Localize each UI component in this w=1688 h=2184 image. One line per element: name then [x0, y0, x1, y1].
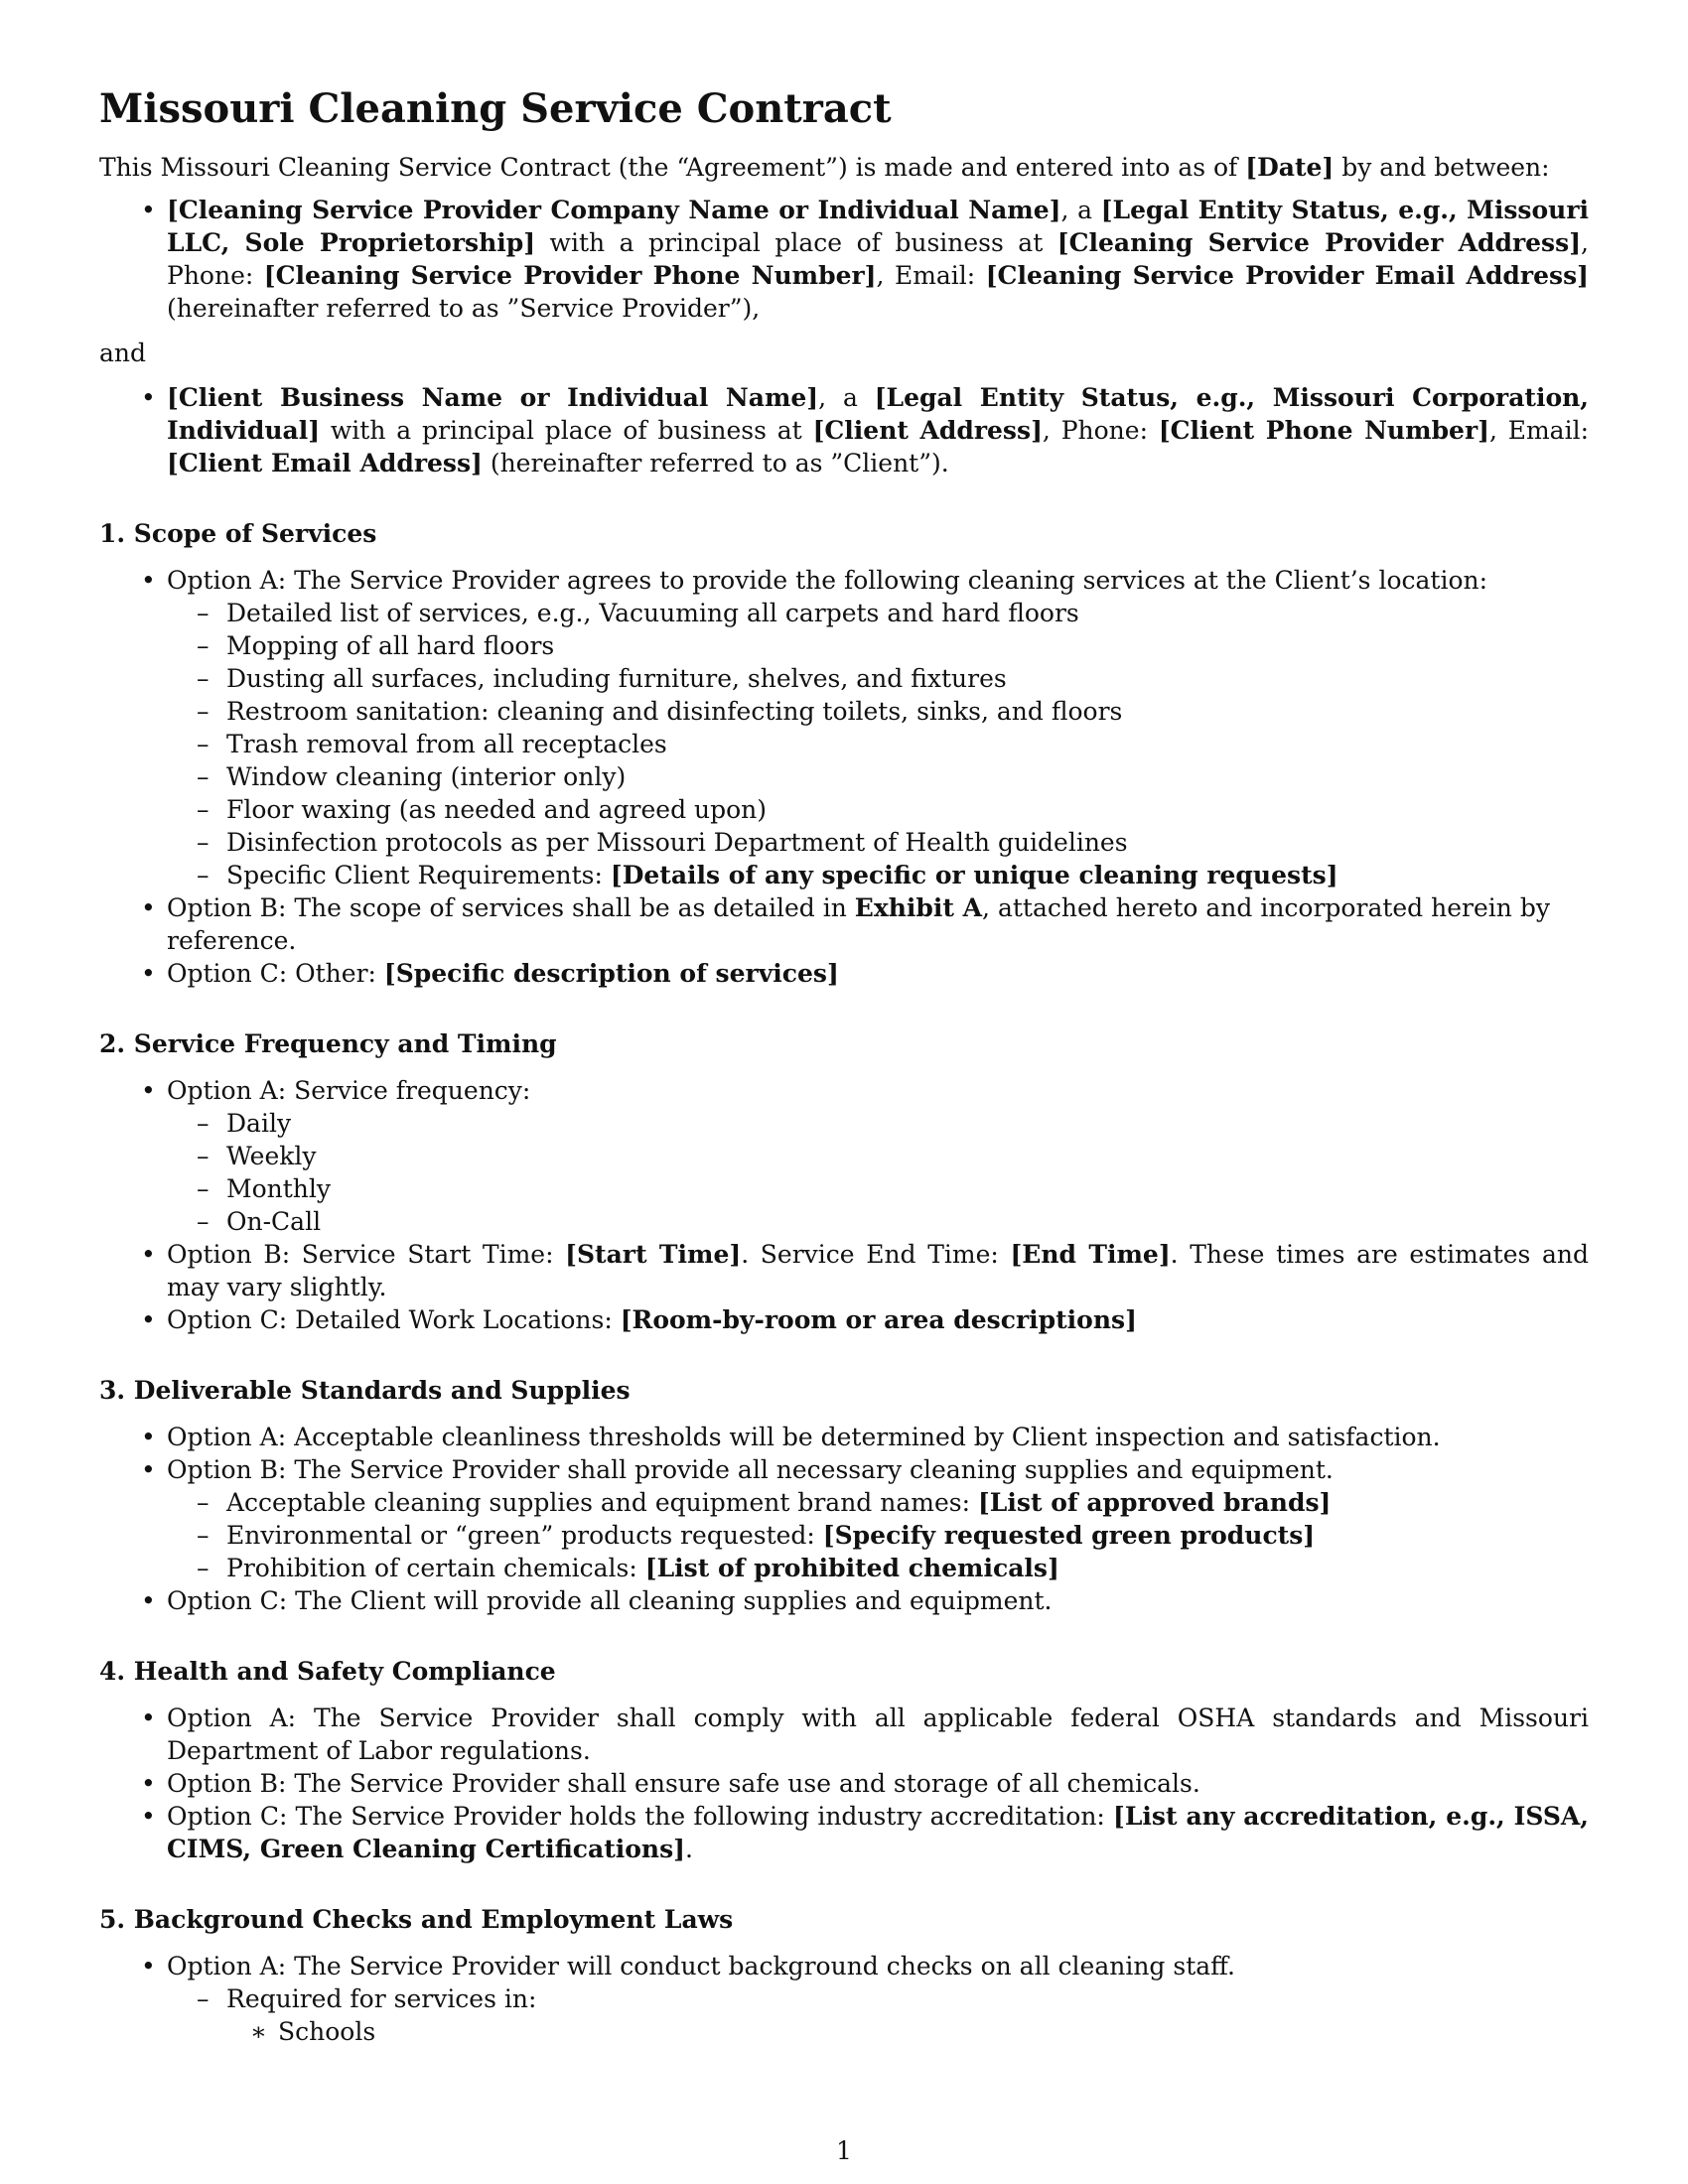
client-name: [Client Business Name or Individual Name] — [167, 383, 819, 412]
text-run: Prohibition of certain chemicals: — [226, 1554, 645, 1582]
text-run: Option A: The Service Provider will conduct background checks on all cleaning staff. — [167, 1952, 1235, 1980]
section-3-list — [99, 1421, 1589, 1617]
s2-option-a — [99, 1074, 1589, 1238]
text-run: Option A: The Service Provider agrees to provide the following cleaning services at the Client’s location: — [167, 566, 1488, 595]
s5-subsub-list — [226, 2015, 1589, 2048]
s2-frequency-list — [167, 1107, 1589, 1238]
text-run: (hereinafter referred to as ”Service Provider”), — [167, 294, 761, 323]
section-1-list — [99, 564, 1589, 990]
s1-option-c — [99, 957, 1589, 990]
list-item: – Weekly — [167, 1140, 1589, 1172]
s3-option-a: • Option A: Acceptable cleanliness thresholds will be determined by Client inspection and satisfaction. — [99, 1421, 1589, 1453]
text-run: Option A: Service frequency: — [167, 1076, 531, 1105]
party-client-list — [99, 381, 1589, 479]
list-item: – Detailed list of services, e.g., Vacuuming all carpets and hard floors — [167, 597, 1589, 629]
text-run: . — [685, 1835, 693, 1863]
list-item: – Dusting all surfaces, including furniture, shelves, and fixtures — [167, 662, 1589, 695]
s4-option-b: • Option B: The Service Provider shall ensure safe use and storage of all chemicals. — [99, 1767, 1589, 1800]
section-2-list — [99, 1074, 1589, 1336]
s2-option-b — [99, 1238, 1589, 1303]
s5-sub-list — [167, 1982, 1589, 2048]
s1-option-b — [99, 891, 1589, 957]
text-run: Environmental or “green” products requested: — [226, 1521, 823, 1550]
text-run: Option C: The Service Provider holds the following industry accreditation: — [167, 1802, 1114, 1831]
text-run: Option B: Service Start Time: — [167, 1240, 566, 1269]
text-run: Option C: Detailed Work Locations: — [167, 1305, 621, 1334]
text-run: Option B: The scope of services shall be as detailed in — [167, 893, 855, 922]
section-1-heading: 1. Scope of Services — [99, 519, 377, 548]
and-text: and — [99, 339, 147, 367]
list-item — [167, 1982, 1589, 2048]
placeholder: [List any accreditation, e.g., ISSA, CIMS, Green Cleaning Certifications] — [167, 1802, 1589, 1863]
client-address: [Client Address] — [812, 416, 1043, 445]
text-run: Required for services in: — [226, 1984, 537, 2013]
text-run: . These times are estimates and may vary slightly. — [167, 1240, 1589, 1301]
placeholder: [Details of any specific or unique cleaning requests] — [610, 861, 1338, 889]
text-run: with a principal place of business at — [535, 228, 1057, 257]
text-run: , Phone: — [167, 228, 1589, 290]
intro-suffix: by and between: — [1334, 153, 1550, 182]
text-run: (hereinafter referred to as ”Client”). — [482, 449, 949, 478]
list-item: – Mopping of all hard floors — [167, 629, 1589, 662]
intro-text: This Missouri Cleaning Service Contract (the “Agreement”) is made and entered into as of — [99, 153, 1246, 182]
section-4-list — [99, 1702, 1589, 1865]
date-placeholder: [Date] — [1245, 153, 1335, 182]
section-5-heading: 5. Background Checks and Employment Laws — [99, 1905, 734, 1934]
text-run: . Service End Time: — [741, 1240, 1011, 1269]
text-run: Option C: Other: — [167, 959, 384, 988]
list-item — [167, 859, 1589, 891]
text-run: , attached hereto and incorporated herein by reference. — [167, 893, 1550, 955]
provider-name: [Cleaning Service Provider Company Name or Individual Name] — [167, 196, 1061, 224]
text-run: , a — [818, 383, 875, 412]
provider-address: [Cleaning Service Provider Address] — [1056, 228, 1582, 257]
s3-option-b — [99, 1453, 1589, 1584]
placeholder: [Start Time] — [565, 1240, 742, 1269]
text-run: with a principal place of business at — [320, 416, 813, 445]
list-item: ∗ Schools — [226, 2015, 1589, 2048]
section-2-heading: 2. Service Frequency and Timing — [99, 1029, 557, 1058]
list-item: – Window cleaning (interior only) — [167, 760, 1589, 793]
list-item: – Daily — [167, 1107, 1589, 1140]
list-item — [167, 1552, 1589, 1584]
placeholder: [End Time] — [1010, 1240, 1171, 1269]
s3-supplies-list — [167, 1486, 1589, 1584]
s5-option-a — [99, 1950, 1589, 2048]
s4-option-a: • Option A: The Service Provider shall comply with all applicable federal OSHA standards and Missouri Department of Labor regulations. — [99, 1702, 1589, 1767]
placeholder: [List of approved brands] — [977, 1488, 1332, 1517]
list-item: – Floor waxing (as needed and agreed upon) — [167, 793, 1589, 826]
text-run: , Phone: — [1042, 416, 1159, 445]
placeholder: [Room-by-room or area descriptions] — [620, 1305, 1137, 1334]
party-client — [99, 381, 1589, 479]
client-phone: [Client Phone Number] — [1158, 416, 1489, 445]
list-item: – On-Call — [167, 1205, 1589, 1238]
s4-option-c — [99, 1800, 1589, 1865]
exhibit-ref: Exhibit A — [854, 893, 983, 922]
list-item — [167, 1519, 1589, 1552]
page-number: 1 — [836, 2136, 852, 2165]
text-run: Specific Client Requirements: — [226, 861, 611, 889]
s3-option-c: • Option C: The Client will provide all cleaning supplies and equipment. — [99, 1584, 1589, 1617]
s1-option-a — [99, 564, 1589, 891]
text-run: Option B: The Service Provider shall provide all necessary cleaning supplies and equipment. — [167, 1455, 1334, 1484]
list-item: – Restroom sanitation: cleaning and disinfecting toilets, sinks, and floors — [167, 695, 1589, 728]
document-page — [99, 85, 1589, 2048]
section-5-list — [99, 1950, 1589, 2048]
client-email: [Client Email Address] — [167, 449, 483, 478]
list-item — [167, 1486, 1589, 1519]
list-item: – Disinfection protocols as per Missouri Department of Health guidelines — [167, 826, 1589, 859]
placeholder: [List of prohibited chemicals] — [644, 1554, 1059, 1582]
list-item: – Monthly — [167, 1172, 1589, 1205]
party-provider-list — [99, 194, 1589, 325]
list-item: – Trash removal from all receptacles — [167, 728, 1589, 760]
provider-entity: [Legal Entity Status, e.g., Missouri LLC, Sole Proprietorship] — [167, 196, 1590, 257]
provider-email: [Cleaning Service Provider Email Address] — [985, 261, 1589, 290]
client-entity: [Legal Entity Status, e.g., Missouri Corporation, Individual] — [167, 383, 1589, 445]
text-run: Acceptable cleaning supplies and equipment brand names: — [226, 1488, 978, 1517]
party-provider — [99, 194, 1589, 325]
placeholder: [Specify requested green products] — [822, 1521, 1316, 1550]
section-4-heading: 4. Health and Safety Compliance — [99, 1657, 556, 1686]
intro-paragraph — [99, 151, 1589, 184]
s2-option-c — [99, 1303, 1589, 1336]
s1-services-list — [167, 597, 1589, 891]
text-run: , Email: — [1488, 416, 1590, 445]
section-3-heading: 3. Deliverable Standards and Supplies — [99, 1376, 631, 1405]
document-title: Missouri Cleaning Service Contract — [99, 85, 892, 132]
provider-phone: [Cleaning Service Provider Phone Number] — [263, 261, 877, 290]
placeholder: [Specific description of services] — [383, 959, 839, 988]
text-run: , a — [1060, 196, 1101, 224]
text-run: , Email: — [876, 261, 986, 290]
